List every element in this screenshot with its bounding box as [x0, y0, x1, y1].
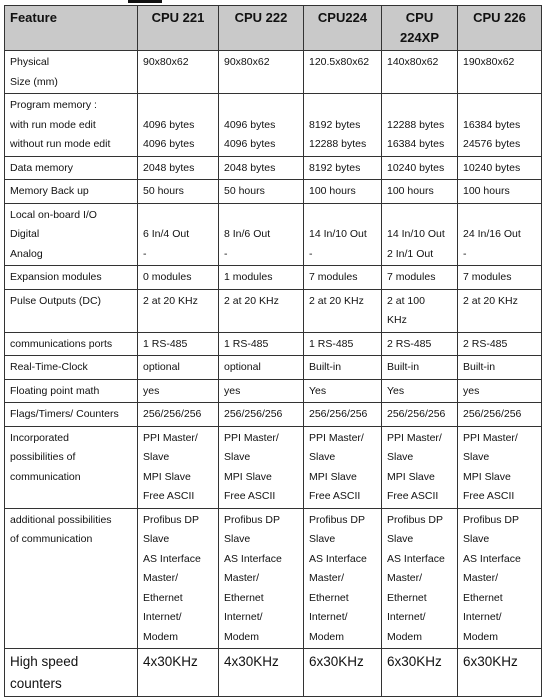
- value-cell: [458, 156, 542, 180]
- cell-line: Built-in: [387, 361, 420, 373]
- value-cell: [138, 51, 219, 94]
- value-cell: [304, 403, 382, 427]
- cell-line: Master/: [309, 572, 345, 584]
- table-row: [5, 356, 542, 380]
- cell-line: 256/256/256: [224, 408, 283, 420]
- cell-line: Flags/Timers/ Counters: [10, 408, 119, 420]
- cell-line: Slave: [309, 451, 336, 463]
- cell-line: 4x30KHz: [143, 654, 198, 669]
- header-cpu-line: CPU 226: [473, 10, 526, 25]
- cell-line: 120.5x80x62: [309, 56, 370, 68]
- table-row: [5, 379, 542, 403]
- value-cell: [304, 94, 382, 157]
- table-row: [5, 426, 542, 508]
- cell-line: Slave: [143, 451, 170, 463]
- value-cell: [219, 356, 304, 380]
- header-cpu-line: CPU: [405, 10, 434, 25]
- cell-line: Ethernet: [224, 591, 264, 604]
- cell-line: MPI Slave: [309, 470, 357, 483]
- feature-cell: [5, 289, 138, 332]
- cell-line: 24576 bytes: [463, 138, 521, 150]
- cell-line: 0 modules: [143, 271, 192, 283]
- cell-line: AS Interface: [463, 552, 521, 565]
- value-cell: [138, 203, 219, 266]
- value-cell: [382, 508, 458, 649]
- feature-cell: [5, 649, 138, 697]
- cell-line: Pulse Outputs (DC): [10, 294, 102, 307]
- value-cell: [458, 508, 542, 649]
- cell-line: Slave: [224, 533, 251, 545]
- value-cell: [138, 403, 219, 427]
- value-cell: [304, 649, 382, 697]
- cell-line: KHz: [387, 314, 407, 326]
- cell-line: 12288 bytes: [309, 138, 367, 150]
- value-cell: [458, 356, 542, 380]
- cell-line: Slave: [463, 451, 490, 463]
- cell-line: 8 In/6 Out: [224, 228, 271, 240]
- cell-line: AS Interface: [143, 552, 201, 565]
- header-cpu-line: CPU 222: [234, 10, 288, 25]
- value-cell: [382, 51, 458, 94]
- cell-line: 90x80x62: [143, 56, 189, 68]
- cell-line: Program memory :: [10, 99, 97, 111]
- cell-line: Profibus DP: [463, 513, 520, 526]
- cell-line: -: [309, 247, 313, 260]
- cell-line: 2 at 20 KHz: [463, 294, 518, 307]
- value-cell: [458, 266, 542, 290]
- table-row: [5, 649, 542, 697]
- top-rule: [0, 0, 547, 4]
- cell-line: 2 at 100: [387, 294, 425, 307]
- cell-line: Internet/: [143, 611, 182, 623]
- value-cell: [138, 94, 219, 157]
- cell-line: Free ASCII: [224, 490, 276, 502]
- cell-line: 100 hours: [309, 185, 356, 197]
- cell-line: [143, 206, 213, 226]
- feature-cell: [5, 203, 138, 266]
- cell-line: Ethernet: [463, 591, 503, 604]
- cell-line: PPI Master/: [387, 431, 442, 444]
- cell-line: 12288 bytes: [387, 118, 445, 131]
- cell-line: 4x30KHz: [224, 654, 279, 669]
- table-row: [5, 289, 542, 332]
- value-cell: [219, 649, 304, 697]
- cell-line: Modem: [143, 630, 179, 643]
- cell-line: Ethernet: [143, 591, 183, 604]
- cell-line: Profibus DP: [387, 513, 444, 526]
- cell-line: Digital: [10, 228, 40, 240]
- value-cell: [219, 426, 304, 508]
- cell-line: 4096 bytes: [143, 138, 195, 150]
- cell-line: 4096 bytes: [143, 118, 195, 131]
- cell-line: MPI Slave: [224, 470, 272, 483]
- cell-line: without run mode edit: [10, 138, 111, 150]
- cell-line: of communication: [10, 533, 93, 545]
- value-cell: [138, 332, 219, 356]
- cell-line: 6x30KHz: [387, 654, 442, 669]
- cell-line: 6x30KHz: [309, 654, 364, 669]
- cell-line: 6x30KHz: [463, 654, 518, 669]
- value-cell: [382, 332, 458, 356]
- cell-line: [387, 96, 452, 116]
- cell-line: Ethernet: [387, 591, 427, 604]
- cell-line: Profibus DP: [143, 513, 200, 526]
- cell-line: Floating point math: [10, 384, 100, 397]
- cell-line: 4096 bytes: [224, 118, 276, 131]
- cell-line: 50 hours: [224, 185, 265, 197]
- cell-line: [463, 206, 536, 226]
- value-cell: [382, 180, 458, 204]
- cell-line: 2 at 20 KHz: [143, 294, 198, 307]
- table-row: [5, 403, 542, 427]
- cell-line: Local on-board I/O: [10, 208, 97, 221]
- value-cell: [219, 403, 304, 427]
- cell-line: 16384 bytes: [387, 138, 445, 150]
- cell-line: 7 modules: [463, 271, 512, 283]
- header-cpu: [458, 6, 542, 51]
- cell-line: Slave: [463, 533, 490, 545]
- cell-line: communication: [10, 470, 81, 483]
- cell-line: 16384 bytes: [463, 118, 521, 131]
- cell-line: 4096 bytes: [224, 138, 276, 150]
- feature-cell: [5, 356, 138, 380]
- cell-line: optional: [143, 361, 180, 373]
- cell-line: Internet/: [224, 611, 263, 623]
- table-row: [5, 94, 542, 157]
- value-cell: [304, 508, 382, 649]
- value-cell: [138, 508, 219, 649]
- value-cell: [458, 426, 542, 508]
- cell-line: 256/256/256: [387, 408, 446, 420]
- cell-line: -: [143, 247, 147, 260]
- value-cell: [458, 51, 542, 94]
- cell-line: MPI Slave: [463, 470, 511, 483]
- header-cpu: [304, 6, 382, 51]
- cell-line: 2 In/1 Out: [387, 247, 434, 260]
- value-cell: [219, 51, 304, 94]
- cell-line: 90x80x62: [224, 56, 270, 68]
- cell-line: 1 modules: [224, 271, 273, 283]
- value-cell: [382, 289, 458, 332]
- table-row: [5, 508, 542, 649]
- cell-line: MPI Slave: [387, 470, 435, 483]
- cell-line: 50 hours: [143, 185, 184, 197]
- cell-line: 2 RS-485: [463, 337, 508, 350]
- cell-line: [143, 96, 213, 116]
- value-cell: [458, 203, 542, 266]
- value-cell: [458, 332, 542, 356]
- value-cell: [458, 403, 542, 427]
- value-cell: [382, 379, 458, 403]
- cell-line: PPI Master/: [143, 431, 198, 444]
- cell-line: Internet/: [463, 611, 502, 623]
- cell-line: [224, 206, 298, 226]
- value-cell: [382, 94, 458, 157]
- value-cell: [138, 356, 219, 380]
- cell-line: Modem: [309, 630, 345, 643]
- value-cell: [219, 266, 304, 290]
- cell-line: Modem: [463, 630, 499, 643]
- cell-line: 140x80x62: [387, 56, 439, 68]
- cell-line: Master/: [224, 572, 260, 584]
- cell-line: Slave: [224, 451, 251, 463]
- cell-line: Analog: [10, 247, 43, 260]
- cell-line: Slave: [387, 451, 414, 463]
- value-cell: [304, 426, 382, 508]
- cell-line: MPI Slave: [143, 470, 191, 483]
- cell-line: 100 hours: [387, 185, 434, 197]
- cell-line: 256/256/256: [463, 408, 522, 420]
- cell-line: with run mode edit: [10, 118, 96, 131]
- header-feature: Feature: [5, 6, 138, 51]
- cell-line: Profibus DP: [309, 513, 366, 526]
- cell-line: [224, 96, 298, 116]
- cell-line: 1 RS-485: [224, 337, 269, 350]
- cell-line: High speed: [10, 654, 79, 669]
- cell-line: Free ASCII: [387, 490, 439, 502]
- cell-line: Free ASCII: [463, 490, 515, 502]
- feature-cell: [5, 51, 138, 94]
- cell-line: -: [463, 247, 467, 260]
- cell-line: 190x80x62: [463, 56, 515, 68]
- cell-line: AS Interface: [387, 552, 445, 565]
- table-row: [5, 180, 542, 204]
- cell-line: 2 RS-485: [387, 337, 432, 350]
- cpu-spec-table: [4, 5, 542, 697]
- value-cell: [304, 51, 382, 94]
- feature-cell: [5, 379, 138, 403]
- feature-cell: [5, 403, 138, 427]
- top-rule-mark: [128, 0, 162, 3]
- value-cell: [219, 180, 304, 204]
- header-cpu-line: CPU 221: [151, 10, 205, 25]
- value-cell: [219, 508, 304, 649]
- value-cell: [219, 289, 304, 332]
- table-row: [5, 156, 542, 180]
- cell-line: 14 In/10 Out: [309, 228, 367, 240]
- feature-cell: [5, 266, 138, 290]
- cell-line: 100 hours: [463, 185, 510, 197]
- value-cell: [304, 289, 382, 332]
- value-cell: [304, 332, 382, 356]
- cell-line: -: [224, 247, 228, 260]
- table-row: [5, 51, 542, 94]
- cell-line: Master/: [143, 572, 179, 584]
- cell-line: 24 In/16 Out: [463, 228, 521, 240]
- value-cell: [219, 94, 304, 157]
- cell-line: possibilities of: [10, 451, 76, 463]
- cell-line: PPI Master/: [309, 431, 364, 444]
- value-cell: [382, 266, 458, 290]
- cell-line: counters: [10, 676, 62, 691]
- cell-line: 8192 bytes: [309, 118, 361, 131]
- cell-line: [309, 206, 376, 226]
- header-row: [5, 6, 542, 51]
- cell-line: 256/256/256: [143, 408, 202, 420]
- cell-line: Slave: [387, 533, 414, 545]
- value-cell: [138, 266, 219, 290]
- cell-line: PPI Master/: [463, 431, 518, 444]
- value-cell: [304, 203, 382, 266]
- value-cell: [138, 156, 219, 180]
- value-cell: [304, 156, 382, 180]
- cell-line: [309, 96, 376, 116]
- cell-line: Master/: [387, 572, 423, 584]
- cell-line: Profibus DP: [224, 513, 281, 526]
- cell-line: Slave: [143, 533, 170, 545]
- cell-line: 14 In/10 Out: [387, 228, 445, 240]
- cell-line: Built-in: [309, 361, 342, 373]
- cell-line: Modem: [224, 630, 260, 643]
- cell-line: Free ASCII: [143, 490, 195, 502]
- cell-line: Master/: [463, 572, 499, 584]
- value-cell: [138, 379, 219, 403]
- header-cpu: [138, 6, 219, 51]
- value-cell: [382, 356, 458, 380]
- feature-cell: [5, 180, 138, 204]
- cell-line: 1 RS-485: [309, 337, 354, 350]
- cell-line: Size (mm): [10, 75, 58, 88]
- value-cell: [138, 649, 219, 697]
- feature-cell: [5, 156, 138, 180]
- cell-line: 6 In/4 Out: [143, 228, 190, 240]
- cell-line: 10240 bytes: [387, 161, 445, 174]
- table-row: [5, 266, 542, 290]
- cell-line: PPI Master/: [224, 431, 279, 444]
- cell-line: Ethernet: [309, 591, 349, 604]
- cell-line: Yes: [309, 384, 327, 397]
- feature-cell: [5, 426, 138, 508]
- value-cell: [219, 379, 304, 403]
- cell-line: Free ASCII: [309, 490, 361, 502]
- value-cell: [219, 203, 304, 266]
- cell-line: yes: [224, 384, 241, 397]
- cell-line: optional: [224, 361, 261, 373]
- header-cpu-line: 224XP: [399, 30, 440, 45]
- cell-line: Built-in: [463, 361, 496, 373]
- feature-cell: [5, 332, 138, 356]
- cell-line: yes: [143, 384, 160, 397]
- cell-line: Data memory: [10, 161, 74, 174]
- cell-line: communications ports: [10, 337, 113, 350]
- value-cell: [304, 356, 382, 380]
- value-cell: [458, 649, 542, 697]
- cell-line: [463, 96, 536, 116]
- value-cell: [219, 332, 304, 356]
- value-cell: [138, 289, 219, 332]
- value-cell: [382, 203, 458, 266]
- value-cell: [458, 180, 542, 204]
- cell-line: Internet/: [309, 611, 348, 623]
- cell-line: Expansion modules: [10, 271, 102, 283]
- cell-line: 256/256/256: [309, 408, 368, 420]
- header-cpu-line: CPU224: [317, 10, 368, 25]
- cell-line: Physical: [10, 56, 50, 68]
- value-cell: [382, 426, 458, 508]
- cell-line: Slave: [309, 533, 336, 545]
- table-row: [5, 203, 542, 266]
- cell-line: additional possibilities: [10, 513, 112, 526]
- value-cell: [382, 649, 458, 697]
- cell-line: Real-Time-Clock: [10, 361, 88, 373]
- cell-line: 1 RS-485: [143, 337, 188, 350]
- feature-cell: [5, 508, 138, 649]
- cell-line: 7 modules: [309, 271, 358, 283]
- cell-line: Memory Back up: [10, 185, 89, 197]
- cell-line: 2 at 20 KHz: [224, 294, 279, 307]
- value-cell: [138, 180, 219, 204]
- cell-line: Modem: [387, 630, 423, 643]
- cell-line: Incorporated: [10, 431, 69, 444]
- cell-line: 7 modules: [387, 271, 436, 283]
- feature-cell: [5, 94, 138, 157]
- value-cell: [304, 266, 382, 290]
- value-cell: [458, 379, 542, 403]
- header-cpu: [219, 6, 304, 51]
- cell-line: 8192 bytes: [309, 161, 361, 174]
- value-cell: [138, 426, 219, 508]
- value-cell: [219, 156, 304, 180]
- header-cpu: [382, 6, 458, 51]
- cell-line: 2048 bytes: [143, 161, 195, 174]
- cell-line: [387, 206, 452, 226]
- value-cell: [382, 403, 458, 427]
- spec-body: [5, 51, 542, 697]
- value-cell: [304, 180, 382, 204]
- cell-line: AS Interface: [309, 552, 367, 565]
- cell-line: yes: [463, 384, 480, 397]
- cell-line: Yes: [387, 384, 405, 397]
- cell-line: Internet/: [387, 611, 426, 623]
- cell-line: 2 at 20 KHz: [309, 294, 364, 307]
- cell-line: 10240 bytes: [463, 161, 521, 174]
- cell-line: 2048 bytes: [224, 161, 276, 174]
- value-cell: [458, 289, 542, 332]
- value-cell: [458, 94, 542, 157]
- value-cell: [304, 379, 382, 403]
- table-row: [5, 332, 542, 356]
- cell-line: AS Interface: [224, 552, 282, 565]
- value-cell: [382, 156, 458, 180]
